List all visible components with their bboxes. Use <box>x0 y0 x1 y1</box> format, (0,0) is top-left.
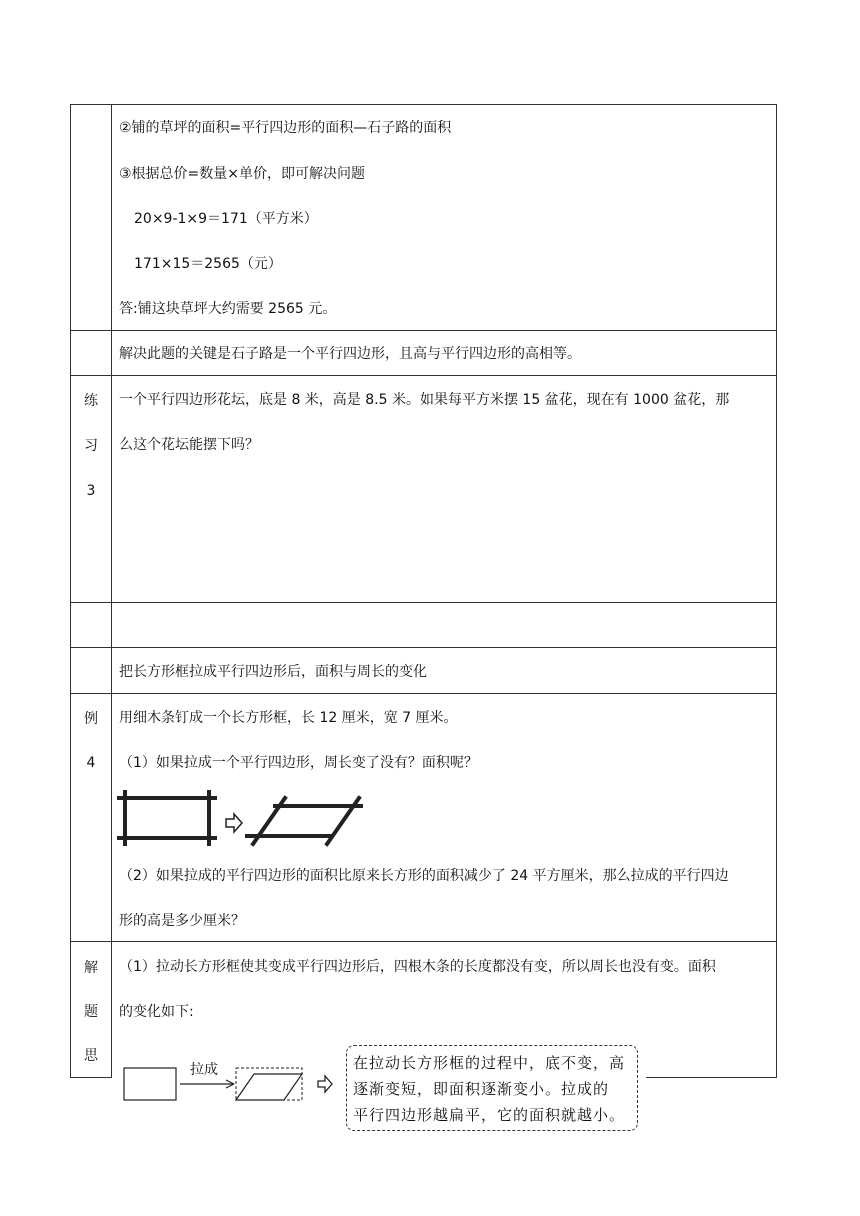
solution-label-char: 思 <box>84 1048 98 1064</box>
practice-label-char: 练 <box>84 393 98 409</box>
calculation-line: 171×15＝2565（元） <box>134 256 282 272</box>
topic-title: 把长方形框拉成平行四边形后，面积与周长的变化 <box>119 664 427 680</box>
pull-label: 拉成 <box>190 1062 218 1078</box>
frame-diagram <box>115 788 365 848</box>
table-bottom-border <box>70 1077 111 1078</box>
solution-label-char: 解 <box>84 960 98 976</box>
example-statement: 用细木条钉成一个长方形框，长 12 厘米，宽 7 厘米。 <box>119 710 458 726</box>
hollow-right-arrow-icon <box>226 814 242 832</box>
table-bottom-border <box>646 1077 777 1078</box>
area-change-diagram <box>122 1062 332 1112</box>
row-divider <box>70 375 777 376</box>
example-question-1: （1）如果拉成一个平行四边形，周长变了没有？面积呢？ <box>119 755 478 771</box>
solution-step-3: ③根据总价=数量×单价，即可解决问题 <box>119 166 366 182</box>
example-question-2: （2）如果拉成的平行四边形的面积比原来长方形的面积减少了 24 平方厘米，那么拉成的平行四边 <box>119 868 729 884</box>
practice-question: 一个平行四边形花坛，底是 8 米，高是 8.5 米。如果每平方米摆 15 盆花，现在有 1000 盆花，那 <box>119 392 730 408</box>
example-label-char: 例 <box>84 711 98 727</box>
answer-text: 答:铺这块草坪大约需要 2565 元。 <box>119 301 337 317</box>
row-divider <box>70 941 777 942</box>
row-divider <box>70 602 777 603</box>
table-left-border <box>70 104 71 1078</box>
solution-step-2: ②铺的草坪的面积=平行四边形的面积—石子路的面积 <box>119 120 452 136</box>
note-line: 逐渐变短，即面积逐渐变小。拉成的 <box>353 1080 610 1098</box>
hollow-right-arrow-icon <box>318 1076 332 1092</box>
note-line: 在拉动长方形框的过程中，底不变，高 <box>353 1054 626 1072</box>
table-right-border <box>776 104 777 1078</box>
solution-explanation: 的变化如下: <box>119 1004 194 1020</box>
solution-explanation: （1）拉动长方形框使其变成平行四边形后，四根木条的长度都没有变，所以周长也没有变。面积 <box>119 959 716 975</box>
key-point-text: 解决此题的关键是石子路是一个平行四边形，且高与平行四边形的高相等。 <box>119 346 581 362</box>
explanation-note-box <box>346 1045 638 1131</box>
solution-label-char: 题 <box>84 1004 98 1020</box>
practice-question: 么这个花坛能摆下吗？ <box>119 437 259 453</box>
table-top-border <box>70 104 777 105</box>
table-column-divider <box>111 104 112 1078</box>
row-divider <box>70 647 777 648</box>
row-divider <box>70 330 777 331</box>
example-question-2: 形的高是多少厘米？ <box>119 913 245 929</box>
calculation-line: 20×9-1×9＝171（平方米） <box>134 211 318 227</box>
practice-label-char: 习 <box>84 438 98 454</box>
practice-label-char: 3 <box>86 483 96 499</box>
example-label-char: 4 <box>86 755 96 771</box>
note-line: 平行四边形越扁平，它的面积就越小。 <box>353 1106 626 1124</box>
row-divider <box>70 693 777 694</box>
